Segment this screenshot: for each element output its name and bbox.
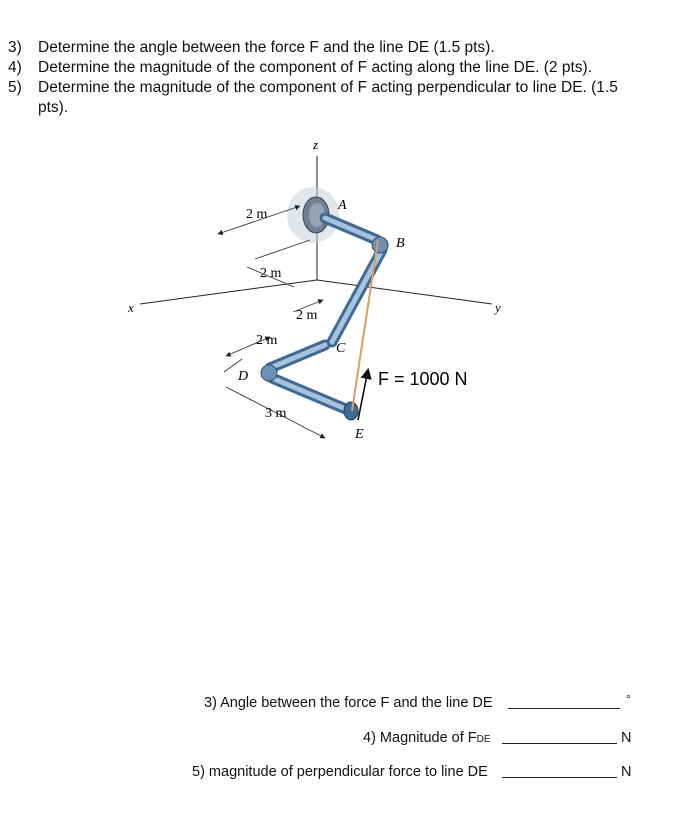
dim-3m: 3 m — [265, 406, 287, 421]
z-axis-label: z — [313, 137, 319, 152]
question-number: 3) — [8, 39, 22, 56]
angle-answer-label: 3) Angle between the force F and the line DE — [204, 695, 493, 711]
elbow-b — [372, 237, 388, 253]
perp-unit: N — [621, 764, 632, 780]
question-text: Determine the magnitude of the component of F acting perpendicular to line DE. (1.5 pts). — [38, 79, 618, 116]
y-axis-label: y — [495, 300, 501, 315]
question-text: Determine the angle between the force F and the line DE (1.5 pts). — [38, 39, 495, 56]
angle-answer-field[interactable] — [508, 694, 620, 709]
force-arrow — [358, 370, 368, 420]
point-a-label: A — [338, 198, 347, 213]
perp-answer-label: 5) magnitude of perpendicular force to line DE — [192, 764, 488, 780]
elbow-d — [261, 365, 277, 381]
fde-label-sub: DE — [476, 734, 491, 745]
question-list — [8, 38, 668, 118]
x-axis-label: x — [128, 300, 134, 315]
point-e-label: E — [355, 427, 364, 442]
point-b-label: B — [396, 236, 405, 251]
perp-answer-field[interactable] — [502, 763, 617, 778]
answer-section — [0, 690, 685, 790]
question-number: 5) — [8, 79, 22, 96]
fde-label-prefix: 4) Magnitude of F — [363, 730, 477, 746]
pipe-diagram — [120, 132, 520, 447]
question-text: Determine the magnitude of the component of F acting along the line DE. (2 pts). — [38, 59, 593, 76]
fde-answer-label — [363, 730, 491, 746]
fde-answer-field[interactable] — [502, 729, 617, 744]
question-3 — [8, 38, 668, 58]
dim-2m-top: 2 m — [246, 207, 268, 222]
x-axis — [140, 280, 317, 304]
dim-2m-ab: 2 m — [296, 308, 318, 323]
dim-2m-left: 2 m — [256, 333, 278, 348]
pipe-end-e — [344, 402, 358, 420]
point-d-label: D — [238, 369, 249, 384]
question-4 — [8, 58, 668, 78]
y-axis — [317, 280, 492, 304]
pipe-diagram-svg — [120, 132, 520, 447]
question-number: 4) — [8, 59, 22, 76]
question-5 — [8, 78, 668, 118]
dim-2m-mid: 2 m — [260, 266, 282, 281]
point-c-label: C — [336, 341, 346, 356]
fde-unit: N — [621, 730, 632, 746]
angle-unit: ° — [626, 692, 631, 706]
force-label: F = 1000 N — [378, 369, 468, 389]
